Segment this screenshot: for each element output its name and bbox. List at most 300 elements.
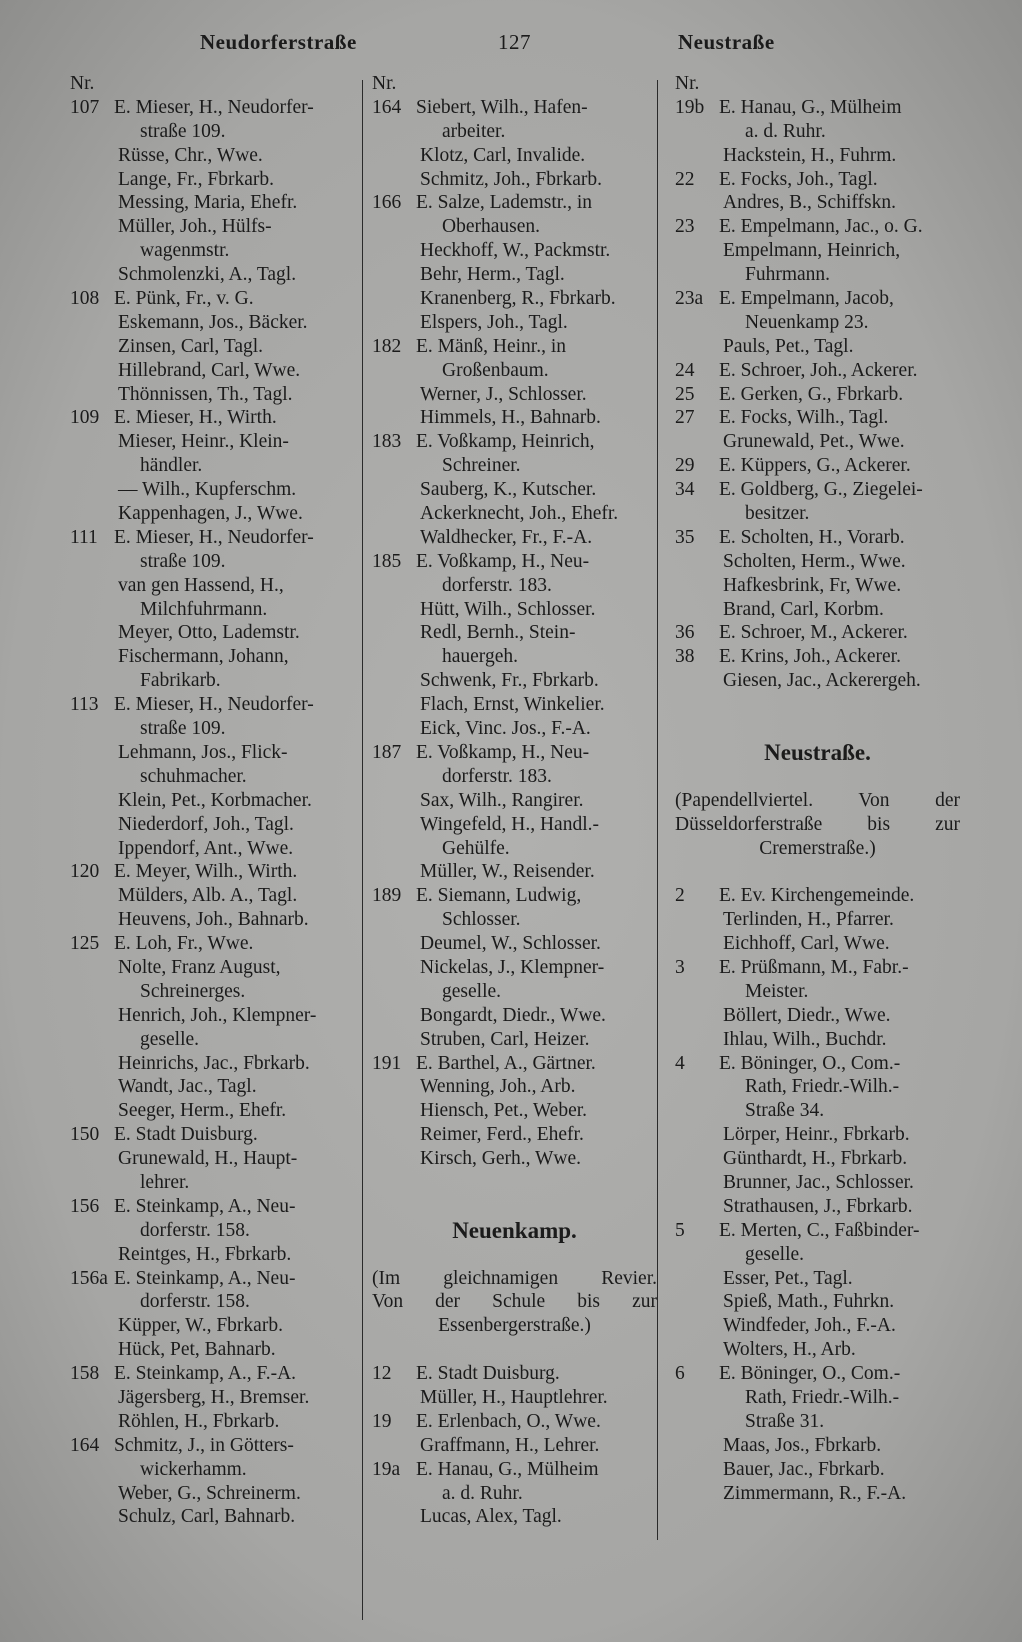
line-text: E. Steinkamp, A., Neu- [114,1267,296,1289]
continuation-line [70,765,355,789]
directory-entry [675,287,960,311]
house-number: 24 [675,359,695,381]
continuation-line [675,1386,960,1410]
resident-line [675,335,960,359]
line-text: Grunewald, Pet., Wwe. [723,431,905,453]
resident-line [70,1004,355,1028]
resident-line [675,1171,960,1195]
continuation-line [70,550,355,574]
line-text: besitzer. [745,503,810,525]
line-text: Rüsse, Chr., Wwe. [118,144,263,166]
resident-line [372,860,657,884]
house-number: 183 [372,431,402,453]
resident-line [70,359,355,383]
line-text: dorferstr. 158. [140,1291,250,1313]
line-text: Lange, Fr., Fbrkarb. [118,168,274,190]
column-header-nr [675,72,960,96]
continuation-line [675,1410,960,1434]
line-text: Messing, Maria, Ehefr. [118,192,298,214]
resident-line [70,502,355,526]
line-text: E. Meyer, Wilh., Wirth. [114,861,298,883]
house-number: 187 [372,741,402,763]
continuation-line [70,598,355,622]
line-text: E. Focks, Wilh., Tagl. [719,407,889,429]
line-text: E. Mieser, H., Neudorfer- [114,526,314,548]
line-text: E. Empelmann, Jacob, [719,288,894,310]
house-number: 22 [675,168,695,190]
line-text: Fabrikarb. [140,670,221,692]
line-text: Hütt, Wilh., Schlosser. [420,598,596,620]
resident-line [372,669,657,693]
line-text: hauergeh. [442,646,518,668]
line-text: Straße 31. [745,1410,825,1432]
continuation-line [372,574,657,598]
resident-line [675,430,960,454]
line-text: Günthardt, H., Fbrkarb. [723,1148,908,1170]
line-text: E. Focks, Joh., Tagl. [719,168,878,190]
line-text: Lehmann, Jos., Flick- [118,741,288,763]
line-text: E. Steinkamp, A., F.-A. [114,1363,297,1385]
line-text: a. d. Ruhr. [745,120,826,142]
running-head-right: Neustraße [678,30,775,54]
line-text: Kirsch, Gerh., Wwe. [420,1148,582,1170]
directory-entry [675,621,960,645]
continuation-line [675,980,960,1004]
line-text: Nickelas, J., Klempner- [420,956,605,978]
line-text: Brunner, Jac., Schlosser. [723,1171,914,1193]
resident-line [372,311,657,335]
blank-line [372,1195,657,1219]
directory-entry [675,454,960,478]
house-number: 185 [372,550,402,572]
line-text: Neuenkamp 23. [745,311,869,333]
house-number: 4 [675,1052,685,1074]
line-text: E. Mieser, H., Neudorfer- [114,694,314,716]
line-text: Flach, Ernst, Winkelier. [420,694,605,716]
line-text: Rath, Friedr.-Wilh.- [745,1076,900,1098]
line-text: E. Küppers, G., Ackerer. [719,455,911,477]
resident-line [70,741,355,765]
line-text: E. Stadt Duisburg. [114,1124,258,1146]
resident-line [70,478,355,502]
line-text: E. Erlenbach, O., Wwe. [416,1410,601,1432]
line-text: E. Krins, Joh., Ackerer. [719,646,901,668]
house-number: 12 [372,1363,392,1385]
line-text: Düsseldorferstraße bis zur [675,813,960,835]
continuation-line [372,215,657,239]
house-number: 108 [70,288,100,310]
line-text: Müller, W., Reisender. [420,861,595,883]
resident-line [70,1386,355,1410]
house-number: 29 [675,455,695,477]
directory-entry [372,1052,657,1076]
house-number: 25 [675,383,695,405]
line-text: Wenning, Joh., Arb. [420,1076,576,1098]
line-text: Küpper, W., Fbrkarb. [118,1315,283,1337]
line-text: Klotz, Carl, Invalide. [420,144,586,166]
line-text: Siebert, Wilh., Hafen- [416,96,588,118]
blank-line [675,765,960,789]
resident-line [372,813,657,837]
house-number: 19a [372,1458,401,1480]
line-text: E. Schroer, M., Ackerer. [719,622,908,644]
line-text: E. Scholten, H., Vorarb. [719,526,905,548]
resident-line [372,239,657,263]
line-text: wickerhamm. [140,1458,247,1480]
continuation-line [372,765,657,789]
resident-line [70,789,355,813]
directory-entry [70,1362,355,1386]
line-text: Nr. [372,73,397,94]
line-text: straße 109. [140,550,226,572]
column-header-nr [70,72,355,96]
house-number: 156 [70,1195,100,1217]
line-text: Reimer, Ferd., Ehefr. [420,1124,584,1146]
line-text: E. Mieser, H., Wirth. [114,407,277,429]
line-text: Grunewald, H., Haupt- [118,1148,298,1170]
resident-line [70,1052,355,1076]
house-number: 113 [70,694,99,716]
line-text: Nolte, Franz August, [118,956,281,978]
resident-line [675,598,960,622]
line-text: Empelmann, Heinrich, [723,240,901,262]
continuation-line [675,263,960,287]
resident-line [372,383,657,407]
line-text: Schreiner. [442,455,521,477]
line-text: Schmolenzki, A., Tagl. [118,264,297,286]
directory-entry [372,430,657,454]
continuation-line [372,359,657,383]
line-text: straße 109. [140,120,226,142]
line-text: E. Voßkamp, H., Neu- [416,741,590,763]
blank-line [372,1338,657,1362]
line-text: E. Loh, Fr., Wwe. [114,933,254,955]
line-text: arbeiter. [442,120,506,142]
continuation-line [372,908,657,932]
continuation-line [675,1075,960,1099]
line-text: E. Voßkamp, Heinrich, [416,431,595,453]
house-number: 19b [675,96,705,118]
resident-line [372,1028,657,1052]
resident-line [70,263,355,287]
line-text: Wandt, Jac., Tagl. [118,1076,257,1098]
continuation-line [70,239,355,263]
resident-line [70,383,355,407]
resident-line [70,430,355,454]
resident-line [675,932,960,956]
resident-line [372,789,657,813]
directory-entry [675,215,960,239]
resident-line [70,837,355,861]
continuation-line [372,120,657,144]
line-text: Hück, Pet, Bahnarb. [118,1339,276,1361]
resident-line [70,1075,355,1099]
section-note [675,837,960,861]
resident-line [372,1386,657,1410]
column-divider [362,80,363,1620]
house-number: 2 [675,885,685,907]
continuation-line [372,454,657,478]
resident-line [70,956,355,980]
resident-line [372,717,657,741]
resident-line [372,263,657,287]
resident-line [70,813,355,837]
directory-entry [675,884,960,908]
line-text: Giesen, Jac., Ackerergeh. [723,670,921,692]
resident-line [372,621,657,645]
resident-line [70,1410,355,1434]
line-text: Gehülfe. [442,837,510,859]
resident-line [70,621,355,645]
line-text: Hafkesbrink, Fr, Wwe. [723,574,902,596]
section-note [372,1290,657,1314]
line-text: Seeger, Herm., Ehefr. [118,1100,287,1122]
house-number: 182 [372,335,402,357]
line-text: van gen Hassend, H., [118,574,284,596]
resident-line [675,550,960,574]
resident-line [372,478,657,502]
line-text: Milchfuhrmann. [140,598,268,620]
resident-line [70,645,355,669]
line-text: Struben, Carl, Heizer. [420,1028,590,1050]
directory-entry [675,1362,960,1386]
resident-line [675,1195,960,1219]
directory-entry [70,287,355,311]
directory-entry [372,191,657,215]
line-text: Scholten, Herm., Wwe. [723,550,906,572]
directory-entry [675,1052,960,1076]
resident-line [70,1338,355,1362]
continuation-line [372,645,657,669]
resident-line [70,1243,355,1267]
house-number: 6 [675,1363,685,1385]
continuation-line [70,1028,355,1052]
line-text: Redl, Bernh., Stein- [420,622,576,644]
line-text: Graffmann, H., Lehrer. [420,1434,600,1456]
line-text: Böllert, Diedr., Wwe. [723,1004,891,1026]
line-text: Pauls, Pet., Tagl. [723,335,854,357]
line-text: Werner, J., Schlosser. [420,383,587,405]
resident-line [70,168,355,192]
line-text: Niederdorf, Joh., Tagl. [118,813,294,835]
line-text: Hackstein, H., Fuhrm. [723,144,897,166]
resident-line [675,1004,960,1028]
continuation-line [70,1458,355,1482]
line-text: Schmitz, J., in Götters- [114,1434,294,1456]
directory-entry [372,96,657,120]
line-text: Eichhoff, Carl, Wwe. [723,933,890,955]
resident-line [675,1290,960,1314]
line-text: straße 109. [140,718,226,740]
resident-line [372,956,657,980]
line-text: dorferstr. 183. [442,765,552,787]
directory-entry [372,335,657,359]
line-text: Kranenberg, R., Fbrkarb. [420,288,616,310]
directory-entry [675,96,960,120]
line-text: E. Prüßmann, M., Fabr.- [719,956,909,978]
blank-line [372,1243,657,1267]
line-text: Weber, G., Schreinerm. [118,1482,301,1504]
column-header-nr [372,72,657,96]
resident-line [70,1505,355,1529]
running-head-left: Neudorferstraße [200,30,357,54]
line-text: Schwenk, Fr., Fbrkarb. [420,670,599,692]
line-text: E. Böninger, O., Com.- [719,1363,901,1385]
line-text: Mieser, Heinr., Klein- [118,431,289,453]
line-text: Nr. [675,73,700,94]
line-text: Schlosser. [442,909,521,931]
line-text: Waldhecker, Fr., F.-A. [420,526,593,548]
resident-line [372,287,657,311]
line-text: E. Siemann, Ludwig, [416,885,582,907]
line-text: E. Pünk, Fr., v. G. [114,288,254,310]
resident-line [372,1099,657,1123]
directory-entry [70,932,355,956]
house-number: 23 [675,216,695,238]
directory-entry [70,96,355,120]
line-text: Spieß, Math., Fuhrkn. [723,1291,895,1313]
line-text: Terlinden, H., Pfarrer. [723,909,894,931]
line-text: dorferstr. 183. [442,574,552,596]
line-text: Schulz, Carl, Bahnarb. [118,1506,296,1528]
continuation-line [675,1243,960,1267]
line-text: Von der Schule bis zur [372,1291,657,1313]
line-text: Mülders, Alb. A., Tagl. [118,885,298,907]
resident-line [372,598,657,622]
column-middle [372,72,657,1529]
resident-line [372,526,657,550]
resident-line [70,311,355,335]
resident-line [372,1147,657,1171]
line-text: Neuenkamp. [452,1217,577,1243]
house-number: 189 [372,885,402,907]
section-note [675,789,960,813]
line-text: geselle. [442,980,502,1002]
continuation-line [70,669,355,693]
resident-line [372,1434,657,1458]
line-text: E. Gerken, G., Fbrkarb. [719,383,904,405]
column-divider [657,80,658,1540]
line-text: (Papendellviertel. Von der [675,789,960,811]
column-left [70,72,355,1529]
section-heading [372,1219,657,1243]
house-number: 34 [675,479,695,501]
resident-line [372,144,657,168]
line-text: Heckhoff, W., Packmstr. [420,240,611,262]
resident-line [675,574,960,598]
line-text: Elspers, Joh., Tagl. [420,311,568,333]
resident-line [675,1482,960,1506]
house-number: 19 [372,1410,392,1432]
directory-entry [70,406,355,430]
line-text: Windfeder, Joh., F.-A. [723,1315,896,1337]
resident-line [675,239,960,263]
directory-entry [675,1219,960,1243]
continuation-line [675,120,960,144]
line-text: Lucas, Alex, Tagl. [420,1506,562,1528]
resident-line [372,1004,657,1028]
house-number: 164 [70,1434,100,1456]
resident-line [675,908,960,932]
line-text: Reintges, H., Fbrkarb. [118,1243,292,1265]
line-text: Himmels, H., Bahnarb. [420,407,601,429]
resident-line [70,1099,355,1123]
directory-entry [372,1410,657,1434]
resident-line [372,168,657,192]
resident-line [675,1267,960,1291]
resident-line [372,502,657,526]
line-text: Heuvens, Joh., Bahnarb. [118,909,309,931]
resident-line [70,1147,355,1171]
line-text: E. Empelmann, Jac., o. G. [719,216,923,238]
line-text: Heinrichs, Jac., Fbrkarb. [118,1052,310,1074]
line-text: Sax, Wilh., Rangirer. [420,789,584,811]
directory-entry [675,478,960,502]
continuation-line [675,502,960,526]
directory-entry [675,406,960,430]
directory-entry [70,1123,355,1147]
line-text: Meyer, Otto, Lademstr. [118,622,300,644]
column-right [675,72,960,1505]
resident-line [372,932,657,956]
house-number: 27 [675,407,695,429]
directory-entry [70,693,355,717]
line-text: Klein, Pet., Korbmacher. [118,789,312,811]
line-text: E. Goldberg, G., Ziegelei- [719,479,923,501]
line-text: Müller, H., Hauptlehrer. [420,1386,608,1408]
line-text: händler. [140,455,203,477]
line-text: Strathausen, J., Fbrkarb. [723,1195,913,1217]
line-text: Bongardt, Diedr., Wwe. [420,1004,606,1026]
continuation-line [675,311,960,335]
continuation-line [70,120,355,144]
resident-line [70,1482,355,1506]
line-text: E. Böninger, O., Com.- [719,1052,901,1074]
continuation-line [70,454,355,478]
line-text: E. Mänß, Heinr., in [416,335,567,357]
line-text: lehrer. [140,1171,190,1193]
directory-entry [70,526,355,550]
line-text: geselle. [745,1243,805,1265]
line-text: geselle. [140,1028,200,1050]
line-text: Fuhrmann. [745,264,831,286]
directory-entry [675,956,960,980]
line-text: E. Ev. Kirchengemeinde. [719,885,915,907]
line-text: E. Merten, C., Faßbinder- [719,1219,920,1241]
resident-line [372,1123,657,1147]
line-text: Cremerstraße.) [759,837,876,859]
line-text: Nr. [70,73,95,94]
blank-line [372,1171,657,1195]
line-text: Brand, Carl, Korbm. [723,598,884,620]
house-number: 23a [675,288,704,310]
line-text: E. Salze, Lademstr., in [416,192,592,214]
line-text: E. Schroer, Joh., Ackerer. [719,359,918,381]
line-text: Ippendorf, Ant., Wwe. [118,837,294,859]
directory-entry [70,1267,355,1291]
line-text: Behr, Herm., Tagl. [420,264,565,286]
directory-entry [372,1458,657,1482]
line-text: Oberhausen. [442,216,541,238]
line-text: Großenbaum. [442,359,549,381]
line-text: dorferstr. 158. [140,1219,250,1241]
resident-line [70,144,355,168]
resident-line [70,191,355,215]
directory-entry [70,860,355,884]
resident-line [675,1028,960,1052]
resident-line [70,884,355,908]
resident-line [372,406,657,430]
